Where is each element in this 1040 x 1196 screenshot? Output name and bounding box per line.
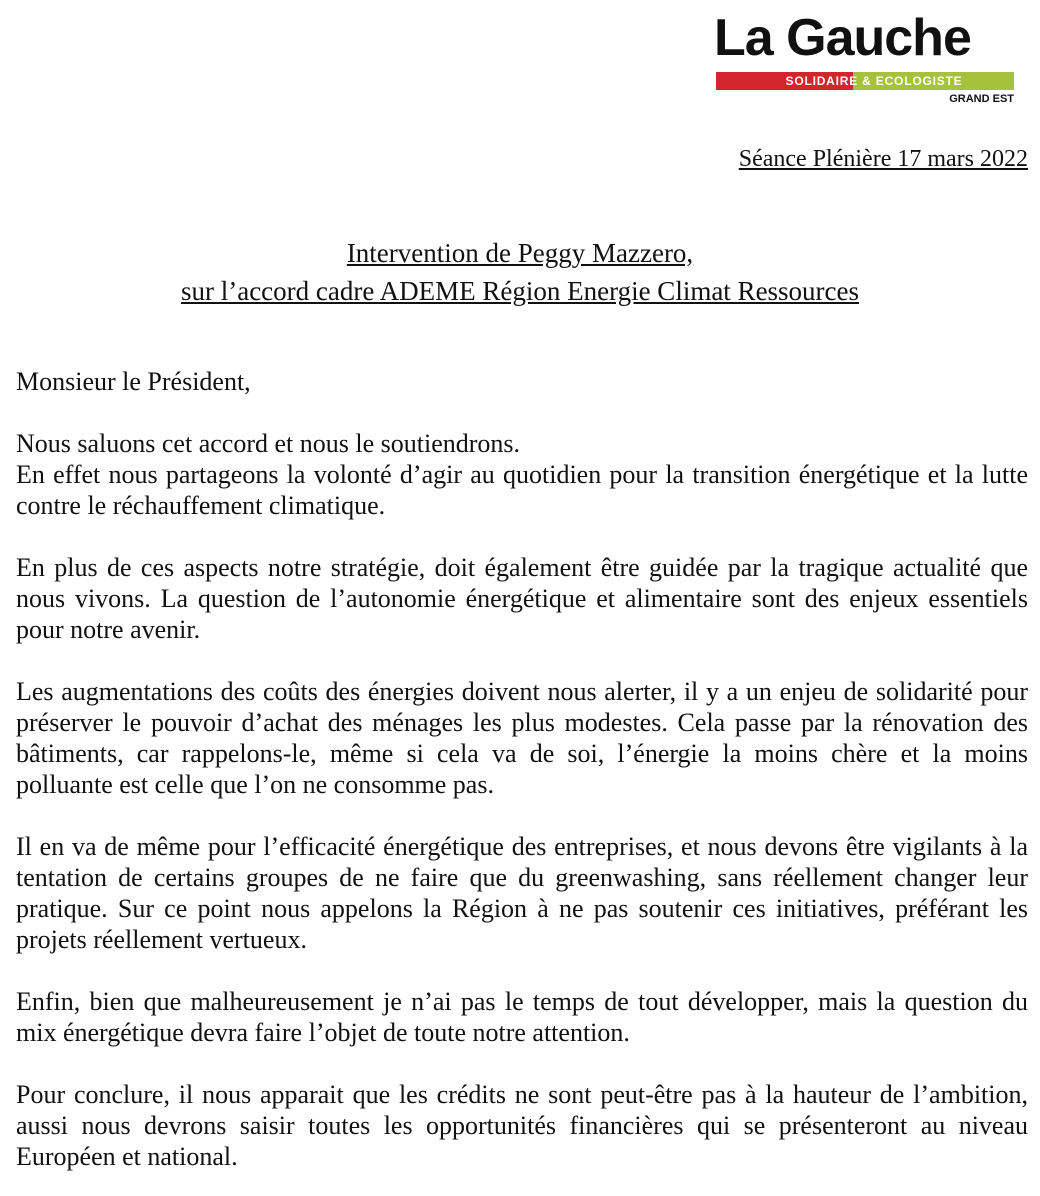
- paragraph-5: Enfin, bien que malheureusement je n’ai pas le temps de tout développer, mais la question du mix énergétique devra faire l’objet de toute notre attention.: [16, 987, 1028, 1047]
- paragraph-4: Il en va de même pour l’efficacité énergétique des entreprises, et nous devons être vigilants à la tentation de certains groupes de ne faire que du greenwashing, sans réellement changer leur pratique. Sur ce point nous appelons la Région à ne pas soutenir ces initiatives, préférant les projets réellement vertueux.: [16, 832, 1028, 954]
- session-date: Séance Plénière 17 mars 2022: [738, 146, 1028, 172]
- logo-tagline: SOLIDAIRE & ECOLOGISTE: [785, 74, 963, 88]
- paragraph-1-sentence-2: En effet nous partageons la volonté d’agir au quotidien pour la transition énergétique et la lutte contre le réchauffement climatique.: [16, 460, 1028, 520]
- title-line-2: [0, 272, 1040, 310]
- paragraph-3: Les augmentations des coûts des énergies doivent nous alerter, il y a un enjeu de solidarité pour préserver le pouvoir d’achat des ménages les plus modestes. Cela passe par la rénovation des bâtiments, car rappelons-le, même si cela va de soi, l’énergie la moins chère et la moins polluante est celle que l’on ne consomme pas.: [16, 677, 1028, 799]
- salutation: Monsieur le Président,: [16, 367, 251, 396]
- paragraph-1-sentence-1: Nous saluons cet accord et nous le soutiendrons.: [16, 429, 521, 458]
- title-line-1-text: Intervention de Peggy Mazzero,: [346, 238, 694, 268]
- title-line-1: [0, 234, 1040, 272]
- title-line-2-text: sur l’accord cadre ADEME Région Energie Climat Ressources: [180, 276, 860, 306]
- document-title: [0, 234, 1040, 310]
- paragraph-2: En plus de ces aspects notre stratégie, doit également être guidée par la tragique actualité que nous vivons. La question de l’autonomie énergétique et alimentaire sont des enjeux essentiels pour notre avenir.: [16, 553, 1028, 644]
- paragraph-1: [16, 428, 1028, 521]
- logo-wordmark: La Gauche: [714, 9, 971, 67]
- logo-region: GRAND EST: [949, 93, 1014, 105]
- party-logo: [714, 10, 1018, 106]
- paragraph-6: Pour conclure, il nous apparait que les crédits ne sont peut-être pas à la hauteur de l’ambition, aussi nous devrons saisir toutes les opportunités financières qui se présenteront au niveau Européen et national.: [16, 1080, 1028, 1171]
- document-body: [16, 366, 1028, 1172]
